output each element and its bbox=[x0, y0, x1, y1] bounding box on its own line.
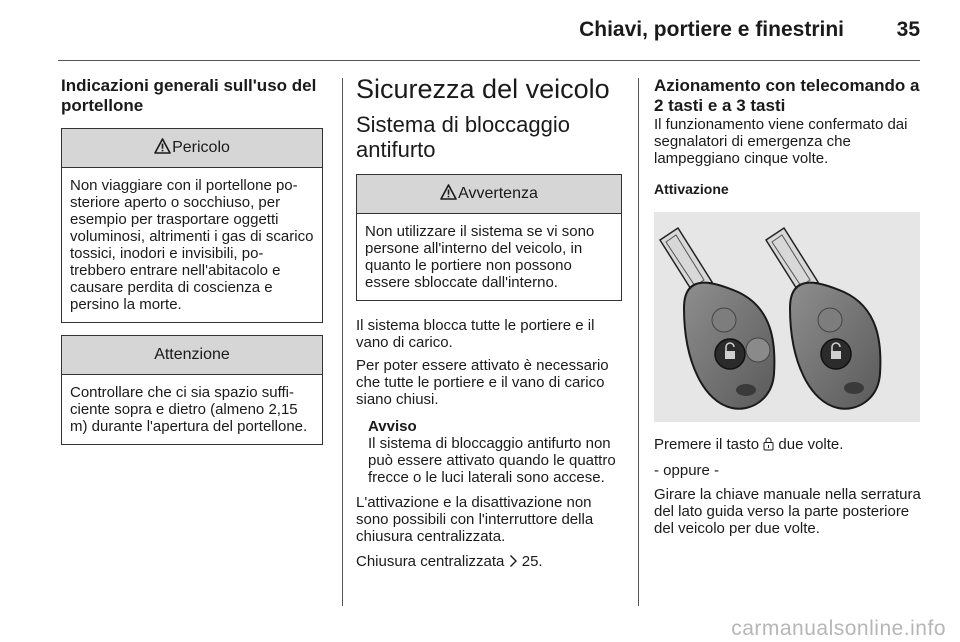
page-ref-arrow-icon bbox=[509, 554, 518, 572]
page-header bbox=[0, 0, 960, 60]
step-text: Premere il tasto bbox=[654, 436, 760, 453]
note-text: Il sistema di bloccaggio antifurto non può essere attivato quando le quattro frecce o le luci laterali sono accese. bbox=[368, 435, 616, 486]
remote-heading: Azionamento con telecomando a 2 tasti e a 3 tasti bbox=[654, 76, 920, 115]
reference-text: Chiusura centralizzata bbox=[356, 553, 505, 570]
key-figure bbox=[654, 212, 920, 422]
paragraph: L'attivazione e la disattivazione non sono possibili con l'interruttore della chiusura centralizzata. bbox=[356, 494, 594, 545]
danger-box bbox=[61, 128, 323, 323]
section-subtitle: Sistema di bloccaggio antifurto bbox=[356, 112, 571, 162]
remote-keys-illustration bbox=[654, 212, 920, 422]
lock-button-icon bbox=[763, 437, 774, 455]
column-left bbox=[61, 76, 323, 445]
note-title: Avviso bbox=[368, 418, 417, 435]
danger-box-header bbox=[62, 129, 322, 168]
or-separator: - oppure - bbox=[654, 462, 720, 479]
column-divider-1 bbox=[342, 78, 343, 606]
warning-title: Avvertenza bbox=[458, 185, 538, 202]
warning-triangle-icon bbox=[154, 131, 171, 169]
column-right bbox=[654, 76, 922, 537]
header-divider bbox=[58, 60, 920, 61]
activation-label: Attivazione bbox=[654, 181, 729, 197]
column-divider-2 bbox=[638, 78, 639, 606]
note-block bbox=[356, 418, 622, 486]
paragraph: Per poter essere attivato è necessario che tutte le portiere e il vano di carico siano chiusi. bbox=[356, 357, 609, 408]
warning-text: Non utilizzare il sistema se vi sono persone all'interno del veicolo, in quanto le portiere non possono essere sbloccate dall'interno. bbox=[365, 223, 595, 291]
page-number: 35 bbox=[896, 18, 920, 41]
danger-text: Non viaggiare con il portellone posteriore aperto o socchiuso, per esempio per trasportare oggetti voluminosi, altrimenti i gas di scarico tossici, inodori e invisibili, potrebbero entrare nell'abitacolo e causare perdita di coscienza e persino la morte. bbox=[70, 177, 314, 313]
caution-text: Controllare che ci sia spazio sufficiente sopra e dietro (almeno 2,15 m) durante l'apertura del portellone. bbox=[70, 384, 308, 435]
warning-box bbox=[356, 174, 622, 301]
step-press-button bbox=[654, 436, 922, 455]
chapter-title: Chiavi, portiere e finestrini bbox=[579, 18, 844, 41]
warning-box-header bbox=[357, 175, 621, 214]
remote-key-left bbox=[660, 228, 774, 409]
cross-reference bbox=[356, 553, 622, 572]
caution-title: Attenzione bbox=[62, 336, 322, 375]
section-title: Sicurezza del veicolo bbox=[356, 74, 610, 104]
reference-page[interactable]: 25. bbox=[521, 553, 543, 570]
warning-triangle-icon bbox=[440, 177, 457, 215]
step-text: due volte. bbox=[778, 436, 844, 453]
paragraph: Il sistema blocca tutte le portiere e il vano di carico. bbox=[356, 317, 595, 351]
site-watermark: carmanualsonline.info bbox=[731, 617, 946, 640]
caution-box bbox=[61, 335, 323, 445]
step-turn-key: Girare la chiave manuale nella serratura del lato guida verso la parte posteriore del veicolo per due volte. bbox=[654, 486, 921, 537]
column-middle bbox=[356, 74, 622, 572]
remote-key-right bbox=[766, 228, 880, 409]
danger-title: Pericolo bbox=[172, 139, 230, 156]
tailgate-heading: Indicazioni generali sull'uso del portellone bbox=[61, 76, 317, 115]
remote-intro: Il funzionamento viene confermato dai segnalatori di emergenza che lampeggiano cinque volte. bbox=[654, 116, 908, 167]
